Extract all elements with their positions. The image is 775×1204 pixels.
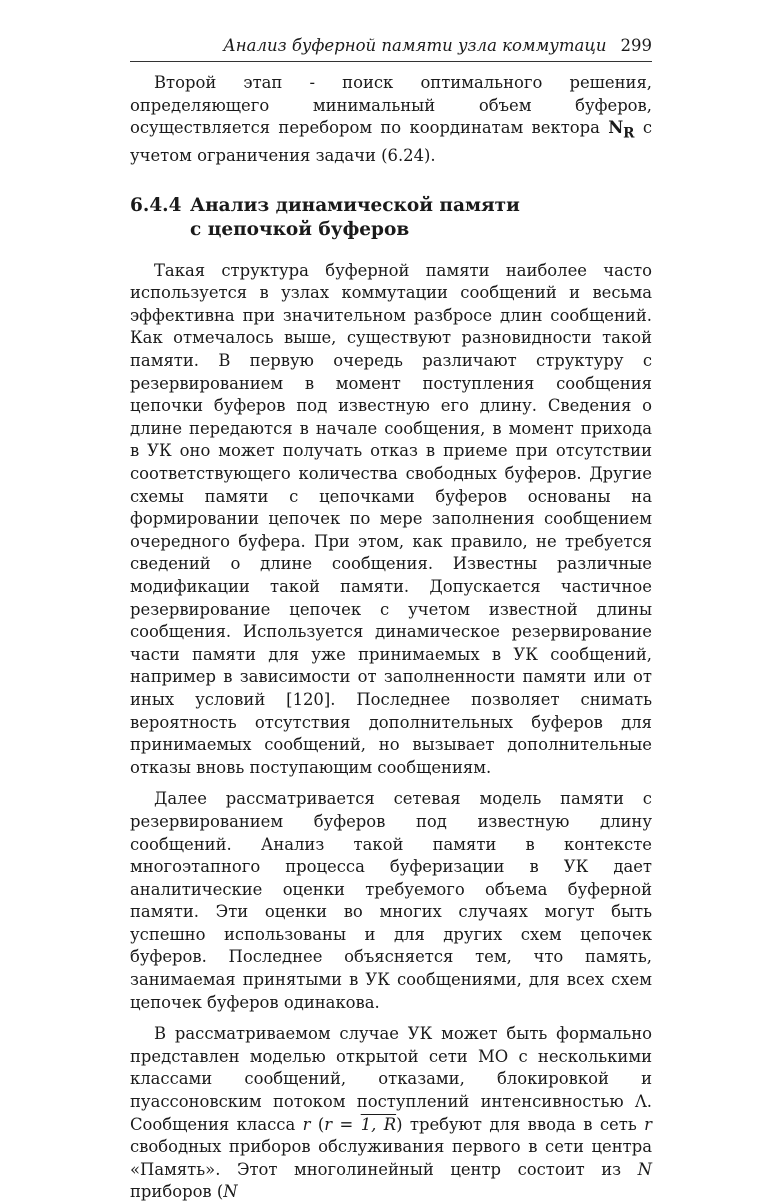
para3-text-4: приборов ( — [130, 1182, 224, 1202]
paren-open: ( — [310, 1114, 325, 1134]
var-n: N — [223, 1182, 238, 1202]
var-r: r — [324, 1114, 333, 1134]
var-r: r — [302, 1114, 311, 1134]
para3-text-3: свободных приборов обслуживания первого в сети центра «Память». Этот многолинейный центр состоит из — [130, 1137, 652, 1179]
section-title — [190, 194, 520, 242]
equals-sign: = — [332, 1114, 361, 1134]
page-content — [130, 72, 652, 1204]
running-header — [130, 36, 652, 62]
vector-n: N — [608, 118, 624, 138]
section-heading — [130, 194, 652, 242]
vector-subscript: R — [623, 125, 635, 142]
page-number: 299 — [620, 36, 652, 55]
section-number: 6.4.4 — [130, 194, 182, 216]
para3-text-1: В рассматриваемом случае УК может быть формально представлен моделью открытой сети МО с несколькими классами сообщений, отказами, блокировкой и пуассоновским потоком поступлений интенсивностью Λ. Сообщения класса — [130, 1024, 652, 1134]
intro-paragraph — [130, 72, 652, 168]
running-title: Анализ буферной памяти узла коммутаци — [223, 36, 607, 55]
body-paragraph-1: Такая структура буферной памяти наиболее часто используется в узлах коммутации сообщений и весьма эффективна при значительном разбросе длин сообщений. Как отмечалось выше, существуют разновидности такой памяти. В первую очередь различают структуру с резервированием в момент поступления сообщения цепочки буферов под известную его длину. Сведения о длине передаются в начале сообщения, в момент прихода в УК оно может получать отказ в приеме при отсутствии соответствующего количества свободных буферов. Другие схемы памяти с цепочками буферов основаны на формировании цепочек по мере заполнения сообщением очередного буфера. При этом, как правило, не требуется сведений о длине сообщения. Известны различные модификации такой памяти. Допускается частичное резервирование цепочек с учетом известной длины сообщения. Используется динамическое резервирование части памяти для уже принимаемых в УК сообщений, например в зависимости от заполненности памяти или от иных условий [120]. Последнее позволяет снимать вероятность отсутствия дополнительных буферов для принимаемых сообщений, но вызывает дополнительные отказы вновь поступающим сообщениям. — [130, 260, 652, 777]
body-paragraph-2: Далее рассматривается сетевая модель памяти с резервированием буферов под известную длину сообщений. Анализ такой памяти в контексте многоэтапного процесса буферизации в УК дает аналитические оценки требуемого объема буферной памяти. Эти оценки во многих случаях могут быть успешно использованы и для других схем цепочек буферов. Последнее объясняется тем, что память, занимаемая принятыми в УК сообщениями, для всех схем цепочек буферов одинакова. — [130, 789, 652, 1012]
range-1-to-r: 1, R — [360, 1114, 397, 1134]
para3-text-2: требуют для ввода в сеть — [402, 1114, 645, 1134]
var-r: r — [644, 1114, 652, 1134]
intro-text-after: с учетом ограничения задачи (6.24). — [130, 118, 652, 166]
section-title-line2: с цепочкой буферов — [190, 218, 410, 240]
var-n: N — [637, 1159, 652, 1179]
section-title-line1: Анализ динамической памяти — [190, 194, 520, 216]
paren-close: ) — [396, 1114, 403, 1134]
body-paragraph-3 — [130, 1023, 652, 1204]
intro-text-before: Второй этап - поиск оптимального решения, определяющего минимальный объем буферов, осуществляется перебором по координатам вектора — [130, 73, 652, 138]
